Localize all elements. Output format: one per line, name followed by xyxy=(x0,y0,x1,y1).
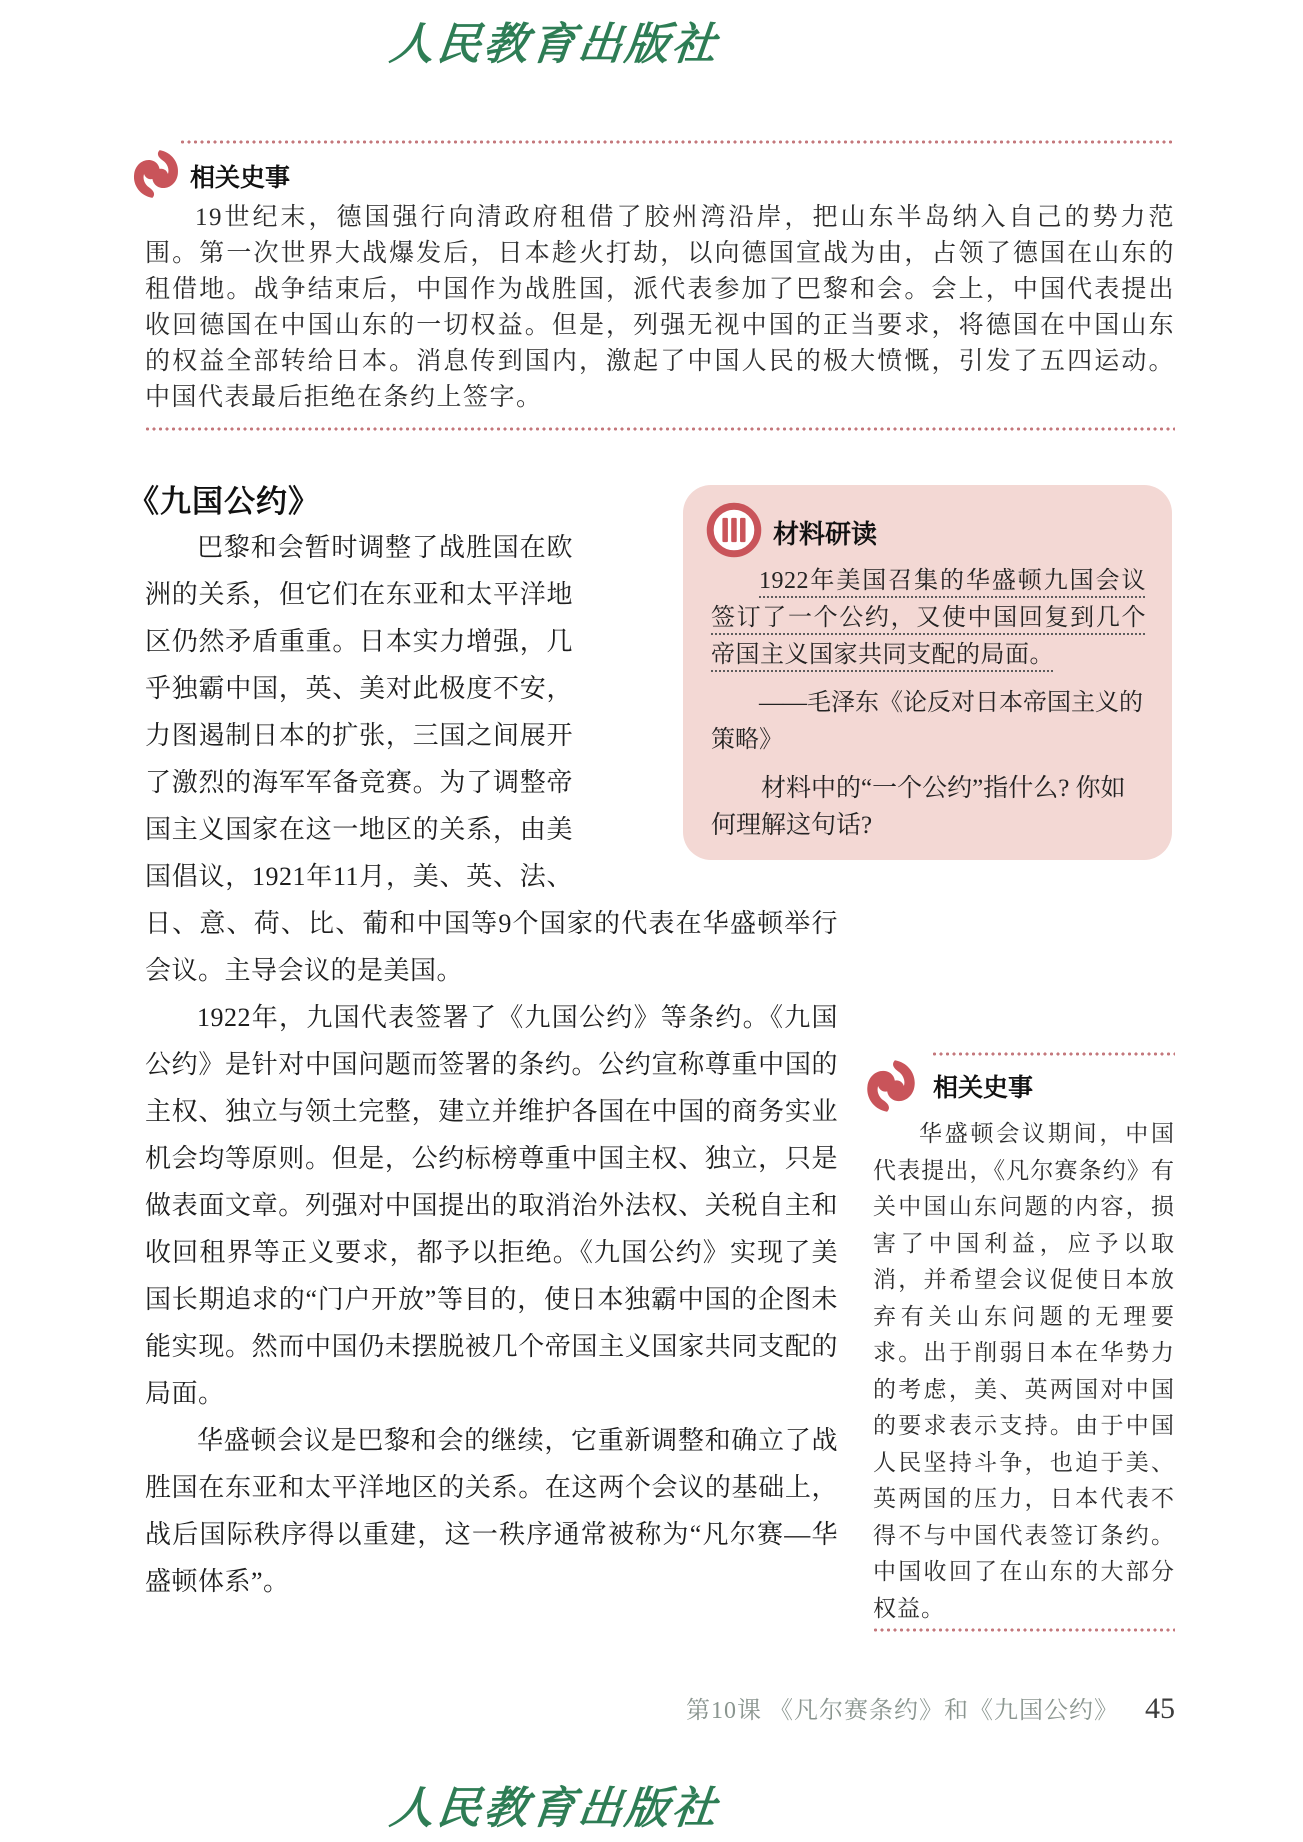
footer-lesson-title: 第10课 《凡尔赛条约》和《九国公约》 xyxy=(686,1698,1119,1724)
material-reading-title: 材料研读 xyxy=(773,519,878,549)
dotted-separator-top xyxy=(180,140,1175,144)
body-paragraph-2: 1922年，九国代表签署了《九国公约》等条约。《九国公约》是针对中国问题而签署的条约。公约宣称尊重中国的主权、独立与领土完整，建立并维护各国在中国的商务实业机会均等原则。但是，公约标榜尊重中国主权、独立，只是做表面文章。列强对中国提出的取消治外法权、关税自主和收回租界等正义要求，都予以拒绝。《九国公约》实现了美国长期追求的“门户开放”等目的，使日本独霸中国的企图未能实现。然而中国仍未摆脱被几个帝国主义国家共同支配的局面。 xyxy=(145,1003,838,1408)
related-history-side-title: 相关史事 xyxy=(933,1074,1034,1102)
publisher-logo-top: 人民教育出版社 xyxy=(387,19,722,70)
related-history-side-body: 华盛顿会议期间，中国代表提出，《凡尔赛条约》有关中国山东问题的内容，损害了中国利益，应予以取消，并希望会议促使日本放弃有关山东问题的无理要求。出于削弱日本在华势力的考虑，美、英两国对中国的要求表示支持。由于中国人民坚持斗争，也迫于美、英两国的压力，日本代表不得不与中国代表签订条约。中国收回了在山东的大部分权益。 xyxy=(873,1121,1175,1621)
related-history-top-body: 19世纪末，德国强行向清政府租借了胶州湾沿岸，把山东半岛纳入自己的势力范围。第一次世界大战爆发后，日本趁火打劫，以向德国宣战为由，占领了德国在山东的租借地。战争结束后，中国作为战胜国，派代表参加了巴黎和会。会上，中国代表提出收回德国在中国山东的一切权益。但是，列强无视中国的正当要求，将德国在中国山东的权益全部转给日本。消息传到国内，激起了中国人民的极大愤慨，引发了五四运动。中国代表最后拒绝在条约上签字。 xyxy=(145,204,1175,411)
dotted-separator-side-bottom xyxy=(873,1628,1175,1632)
page-footer xyxy=(686,1690,1175,1726)
publisher-logo-bottom: 人民教育出版社 xyxy=(387,1783,722,1834)
footer-page-number: 45 xyxy=(1145,1692,1175,1725)
material-quote: 1922年美国召集的华盛顿九国会议签订了一个公约，又使中国回复到几个帝国主义国家共同支配的局面。 xyxy=(711,568,1146,668)
material-reading-box xyxy=(683,485,1172,860)
dotted-separator-bottom xyxy=(145,427,1175,431)
related-history-icon xyxy=(863,1054,919,1118)
section-title: 《九国公约》 xyxy=(128,484,320,519)
body-paragraph-3: 华盛顿会议是巴黎和会的继续，它重新调整和确立了战胜国在东亚和太平洋地区的关系。在这两个会议的基础上，战后国际秩序得以重建，这一秩序通常被称为“凡尔赛—华盛顿体系”。 xyxy=(145,1426,838,1596)
material-attribution: ——毛泽东《论反对日本帝国主义的策略》 xyxy=(711,690,1143,753)
material-reading-icon xyxy=(705,501,763,559)
related-history-top-section xyxy=(128,138,1175,416)
related-history-top-title: 相关史事 xyxy=(190,164,291,192)
material-question: 材料中的“一个公约”指什么? 你如何理解这句话? xyxy=(711,775,1126,839)
related-history-side-section xyxy=(863,1048,1175,1627)
dotted-separator-side-top xyxy=(932,1052,1175,1056)
related-history-icon xyxy=(130,144,182,204)
body-paragraph-1: 巴黎和会暂时调整了战胜国在欧洲的关系，但它们在东亚和太平洋地区仍然矛盾重重。日本实力增强，几乎独霸中国，英、美对此极度不安，力图遏制日本的扩张，三国之间展开了激烈的海军军备竞赛。为了调整帝国主义国家在这一地区的关系，由美国倡议，1921年11月，美、英、法、日、意、荷、比、葡和中国等9个国家的代表在华盛顿举行会议。主导会议的是美国。 xyxy=(145,533,838,985)
